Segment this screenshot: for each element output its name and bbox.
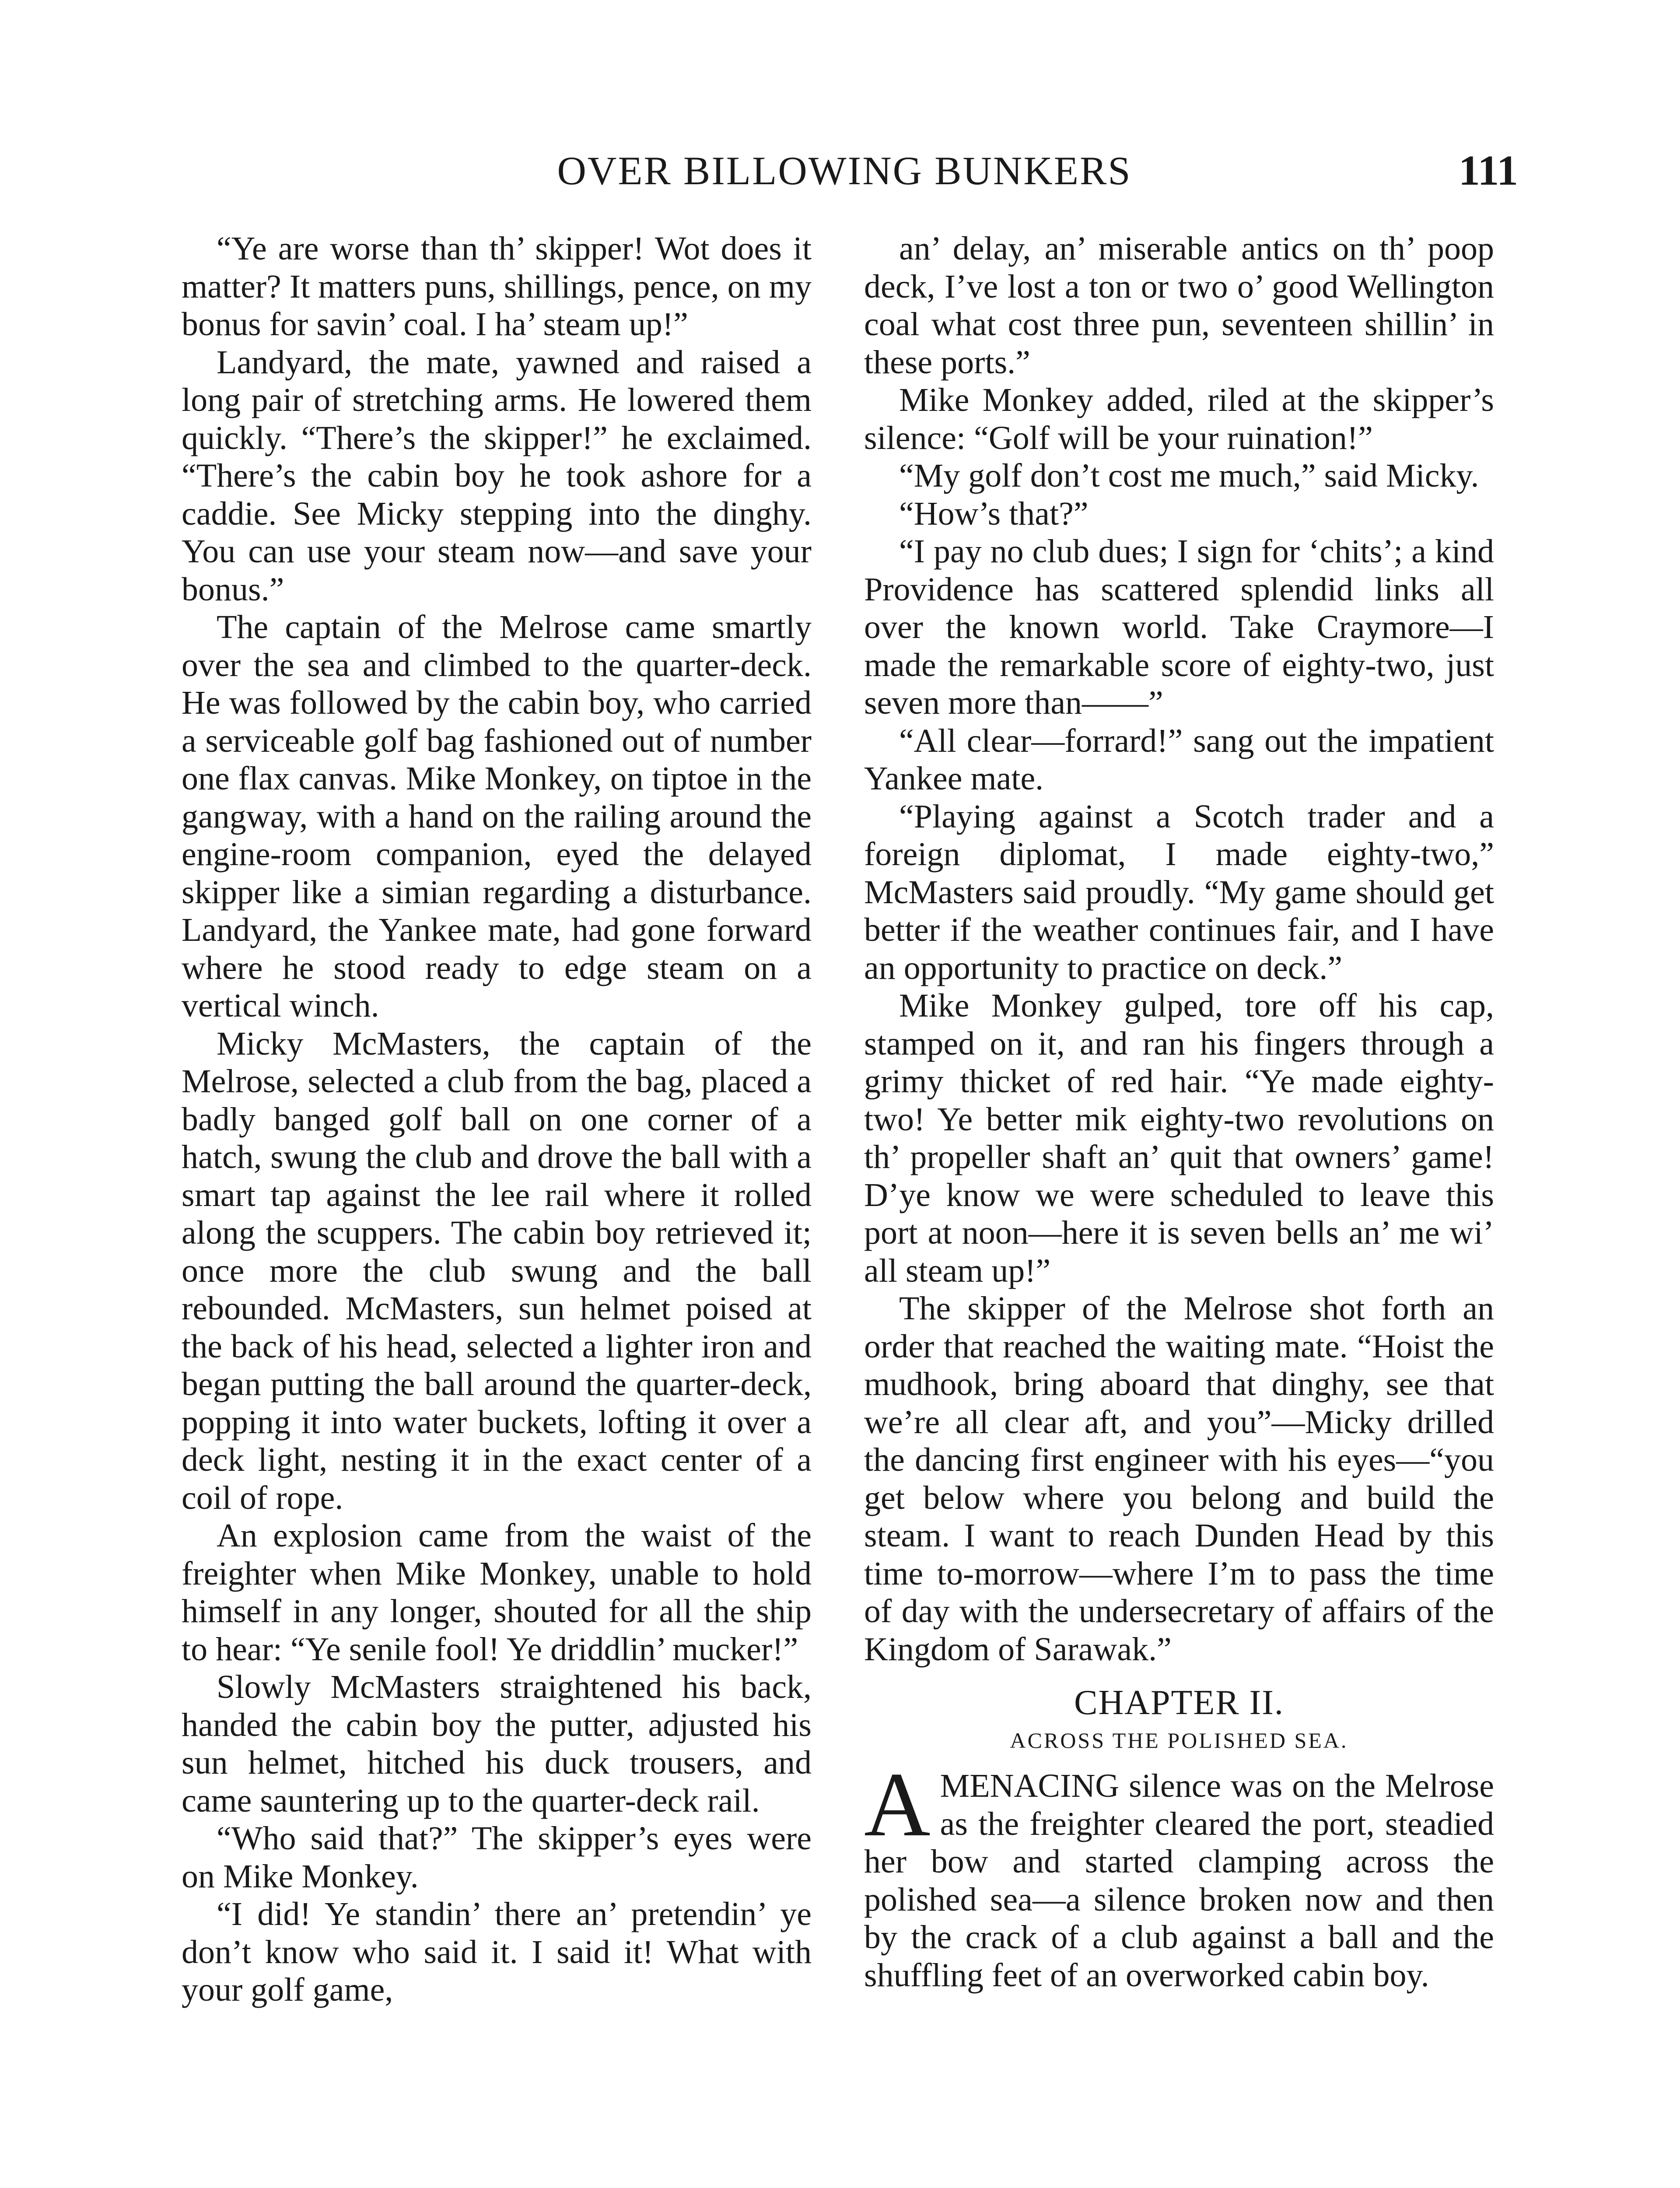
chapter-subtitle: ACROSS THE POLISHED SEA. (1010, 1728, 1348, 1753)
paragraph: “Ye are worse than th’ skipper! Wot does it matter? It matters puns, shillings, pence, on my bonus for savin’ coal. I ha’ steam up!” (182, 230, 812, 343)
right-column (864, 230, 1494, 1994)
paragraph: an’ delay, an’ miserable antics on th’ poop deck, I’ve lost a ton or two o’ good Wellington coal what cost three pun, seventeen shillin’ in these ports.” (864, 230, 1494, 381)
chapter-heading: CHAPTER II. (1074, 1683, 1284, 1722)
page-header (171, 144, 1518, 197)
paragraph: An explosion came from the waist of the freighter when Mike Monkey, unable to hold himself in any longer, shouted for all the ship to hear: “Ye senile fool! Ye driddlin’ mucker!” (182, 1517, 812, 1668)
paragraph: The skipper of the Melrose shot forth an order that reached the waiting mate. “Hoist the mudhook, bring aboard that dinghy, see that we’re all clear aft, and you”—Micky drilled the dancing first engineer with his eyes—“you get below where you belong and build the steam. I want to reach Dunden Head by this time to-morrow—where I’m to pass the time of day with the undersecretary of affairs of the Kingdom of Sarawak.” (864, 1290, 1494, 1668)
page-number: 111 (1458, 147, 1518, 194)
paragraph: Mike Monkey added, riled at the skipper’s silence: “Golf will be your ruination!” (864, 382, 1494, 456)
chapter-opening-paragraph (864, 1754, 1494, 1994)
drop-cap: A (864, 1754, 931, 1855)
running-head: OVER BILLOWING BUNKERS (557, 148, 1132, 193)
paragraph: “My golf don’t cost me much,” said Micky. (899, 457, 1479, 494)
opening-text: MENACING silence was on the Melrose as the freighter cleared the port, steadied her bow and started clamping across the polished sea—a silence broken now and then by the crack of a club against a ball and the shuffling feet of an overworked cabin boy. (864, 1767, 1494, 1994)
paragraph: Slowly McMasters straightened his back, handed the cabin boy the putter, adjusted his sun helmet, hitched his duck trousers, and came sauntering up to the quarter-deck rail. (182, 1669, 812, 1819)
paragraph: “I did! Ye standin’ there an’ pretendin’ ye don’t know who said it. I said it! What with your golf game, (182, 1896, 812, 2008)
paragraph: “Playing against a Scotch trader and a foreign diplomat, I made eighty-two,” McMasters said proudly. “My game should get better if the weather continues fair, and I have an opportunity to practice on deck.” (864, 798, 1494, 986)
paragraph: Mike Monkey gulped, tore off his cap, stamped on it, and ran his fingers through a grimy thicket of red hair. “Ye made eighty-two! Ye better mik eighty-two revolutions on th’ propeller shaft an’ quit that owners’ game! D’ye know we were scheduled to leave this port at noon—here it is seven bells an’ me wi’ all steam up!” (864, 987, 1494, 1289)
paragraph: “How’s that?” (899, 495, 1088, 532)
paragraph: The captain of the Melrose came smartly over the sea and climbed to the quarter-deck. He was followed by the cabin boy, who carried a serviceable golf bag fashioned out of number one flax canvas. Mike Monkey, on tiptoe in the gangway, with a hand on the railing around the engine-room companion, eyed the delayed skipper like a simian regarding a disturbance. Landyard, the Yankee mate, had gone forward where he stood ready to edge steam on a vertical winch. (182, 609, 812, 1024)
left-column (182, 230, 812, 2009)
paragraph: “Who said that?” The skipper’s eyes were on Mike Monkey. (182, 1820, 812, 1895)
paragraph: Micky McMasters, the captain of the Melrose, selected a club from the bag, placed a badly banged golf ball on one corner of a hatch, swung the club and drove the ball with a smart tap against the lee rail where it rolled along the scuppers. The cabin boy retrieved it; once more the club swung and the ball rebounded. McMasters, sun helmet poised at the back of his head, selected a lighter iron and began putting the ball around the quarter-deck, popping it into water buckets, lofting it over a deck light, nesting it in the exact center of a coil of rope. (182, 1025, 812, 1516)
paragraph: “I pay no club dues; I sign for ‘chits’; a kind Providence has scattered splendid links all over the known world. Take Craymore—I made the remarkable score of eighty-two, just seven more than——” (864, 533, 1494, 721)
paragraph: Landyard, the mate, yawned and raised a long pair of stretching arms. He lowered them quickly. “There’s the skipper!” he exclaimed. “There’s the cabin boy he took ashore for a caddie. See Micky stepping into the dinghy. You can use your steam now—and save your bonus.” (182, 344, 812, 608)
paragraph: “All clear—forrard!” sang out the impatient Yankee mate. (864, 722, 1494, 797)
